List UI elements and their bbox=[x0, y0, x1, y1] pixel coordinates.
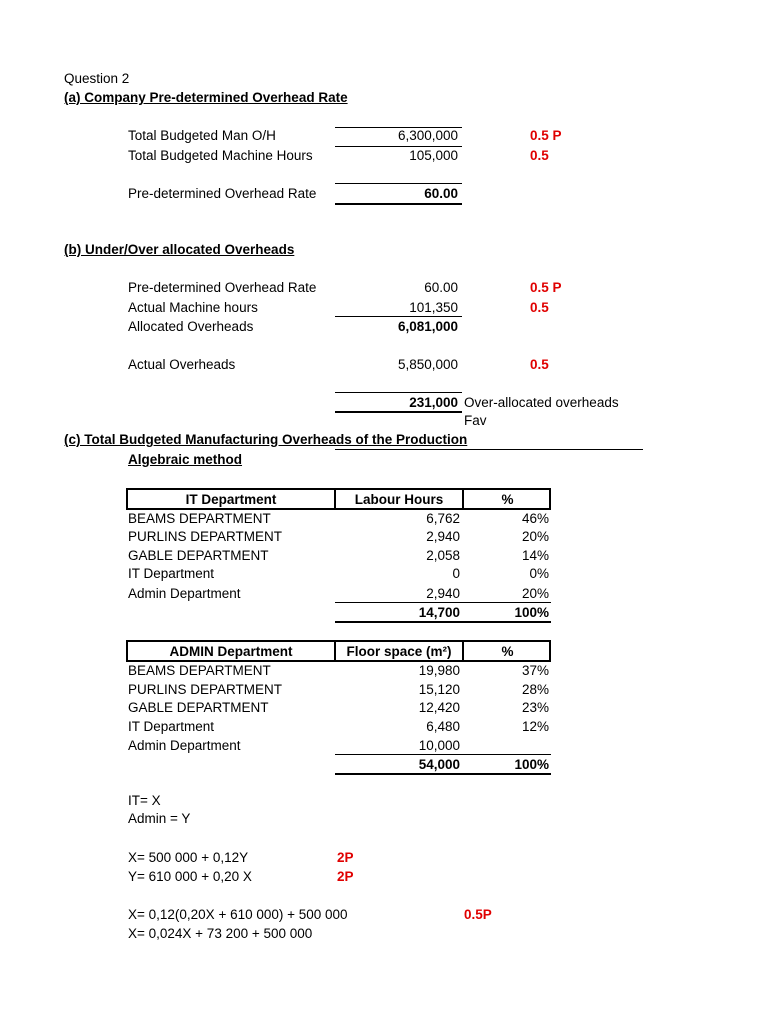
table-cell: 14% bbox=[521, 548, 549, 563]
it-header-pct: % bbox=[501, 492, 514, 507]
table-row: IT Department bbox=[128, 566, 215, 581]
algebraic-method-heading: Algebraic method bbox=[128, 452, 243, 467]
table-cell: 19,980 bbox=[418, 663, 460, 678]
allocated-overheads-label: Allocated Overheads bbox=[128, 319, 254, 334]
actual-overheads-label: Actual Overheads bbox=[128, 357, 236, 372]
table-cell: 6,480 bbox=[426, 719, 460, 734]
predetermined-rate-label: Pre-determined Overhead Rate bbox=[128, 186, 317, 201]
table-cell: 6,762 bbox=[426, 511, 460, 526]
over-allocated-note: Over-allocated overheads bbox=[464, 395, 619, 410]
table-row: BEAMS DEPARTMENT bbox=[128, 663, 271, 678]
rate-label: Pre-determined Overhead Rate bbox=[128, 280, 317, 295]
table-row: GABLE DEPARTMENT bbox=[128, 700, 269, 715]
table-cell: 28% bbox=[521, 682, 549, 697]
equation-1: X= 500 000 + 0,12Y bbox=[128, 850, 249, 865]
table-cell: 0% bbox=[529, 566, 549, 581]
budgeted-man-oh-label: Total Budgeted Man O/H bbox=[128, 128, 276, 143]
table-cell: 23% bbox=[521, 700, 549, 715]
section-b-heading: (b) Under/Over allocated Overheads bbox=[64, 242, 295, 257]
table-cell: 2,940 bbox=[426, 586, 460, 601]
actual-machine-hours-value: 101,350 bbox=[409, 300, 458, 315]
it-header-dept: IT Department bbox=[185, 492, 277, 507]
divider bbox=[335, 146, 462, 147]
table-cell: 15,120 bbox=[418, 682, 460, 697]
budgeted-machine-hours-label: Total Budgeted Machine Hours bbox=[128, 148, 313, 163]
double-underline bbox=[335, 203, 462, 205]
budgeted-machine-hours-value: 105,000 bbox=[409, 148, 458, 163]
table-cell: 12% bbox=[521, 719, 549, 734]
divider bbox=[335, 183, 462, 184]
mark: 0.5 P bbox=[530, 280, 562, 295]
table-cell: 10,000 bbox=[418, 738, 460, 753]
rate-value: 60.00 bbox=[424, 280, 458, 295]
equation-4: X= 0,024X + 73 200 + 500 000 bbox=[128, 926, 313, 941]
table-row: Admin Department bbox=[128, 738, 241, 753]
admin-header-pct: % bbox=[501, 644, 514, 659]
equation-2: Y= 610 000 + 0,20 X bbox=[128, 869, 252, 884]
section-a-heading: (a) Company Pre-determined Overhead Rate bbox=[64, 90, 348, 105]
budgeted-man-oh-value: 6,300,000 bbox=[397, 128, 458, 143]
admin-total-floor: 54,000 bbox=[418, 757, 460, 772]
table-row: GABLE DEPARTMENT bbox=[128, 548, 269, 563]
table-cell: 2,058 bbox=[426, 548, 460, 563]
table-cell: 12,420 bbox=[418, 700, 460, 715]
fav-note: Fav bbox=[464, 413, 487, 428]
mark: 0.5 P bbox=[530, 128, 562, 143]
divider bbox=[335, 602, 551, 603]
section-c-heading: (c) Total Budgeted Manufacturing Overheads of the Production bbox=[64, 432, 468, 447]
var-y: Admin = Y bbox=[128, 811, 191, 826]
allocated-overheads-value: 6,081,000 bbox=[397, 319, 458, 334]
divider bbox=[335, 316, 462, 317]
table-row: Admin Department bbox=[128, 586, 241, 601]
var-x: IT= X bbox=[128, 793, 161, 808]
actual-machine-hours-label: Actual Machine hours bbox=[128, 300, 258, 315]
divider bbox=[335, 754, 551, 755]
mark: 0.5 bbox=[530, 148, 549, 163]
over-allocated-value: 231,000 bbox=[409, 395, 458, 410]
admin-total-pct: 100% bbox=[514, 757, 549, 772]
table-row: BEAMS DEPARTMENT bbox=[128, 511, 271, 526]
mark: 0.5P bbox=[464, 907, 492, 922]
table-cell: 0 bbox=[452, 566, 460, 581]
table-cell: 2,940 bbox=[426, 529, 460, 544]
double-underline bbox=[335, 773, 551, 775]
it-total-pct: 100% bbox=[514, 605, 549, 620]
mark: 2P bbox=[337, 869, 354, 884]
table-cell: 20% bbox=[521, 586, 549, 601]
table-row: IT Department bbox=[128, 719, 215, 734]
equation-3: X= 0,12(0,20X + 610 000) + 500 000 bbox=[128, 907, 348, 922]
table-row: PURLINS DEPARTMENT bbox=[128, 529, 283, 544]
admin-header-floor: Floor space (m²) bbox=[346, 644, 452, 659]
table-cell: 37% bbox=[521, 663, 549, 678]
table-row: PURLINS DEPARTMENT bbox=[128, 682, 283, 697]
divider bbox=[335, 449, 643, 450]
mark: 0.5 bbox=[530, 357, 549, 372]
it-header-hours: Labour Hours bbox=[354, 492, 444, 507]
double-underline bbox=[335, 621, 551, 623]
table-cell: 20% bbox=[521, 529, 549, 544]
double-underline bbox=[335, 411, 462, 413]
admin-header-dept: ADMIN Department bbox=[169, 644, 293, 659]
table-cell: 46% bbox=[521, 511, 549, 526]
actual-overheads-value: 5,850,000 bbox=[397, 357, 458, 372]
mark: 2P bbox=[337, 850, 354, 865]
it-total-hours: 14,700 bbox=[418, 605, 460, 620]
question-title: Question 2 bbox=[64, 71, 130, 86]
mark: 0.5 bbox=[530, 300, 549, 315]
predetermined-rate-value: 60.00 bbox=[424, 186, 458, 201]
divider bbox=[335, 392, 462, 393]
